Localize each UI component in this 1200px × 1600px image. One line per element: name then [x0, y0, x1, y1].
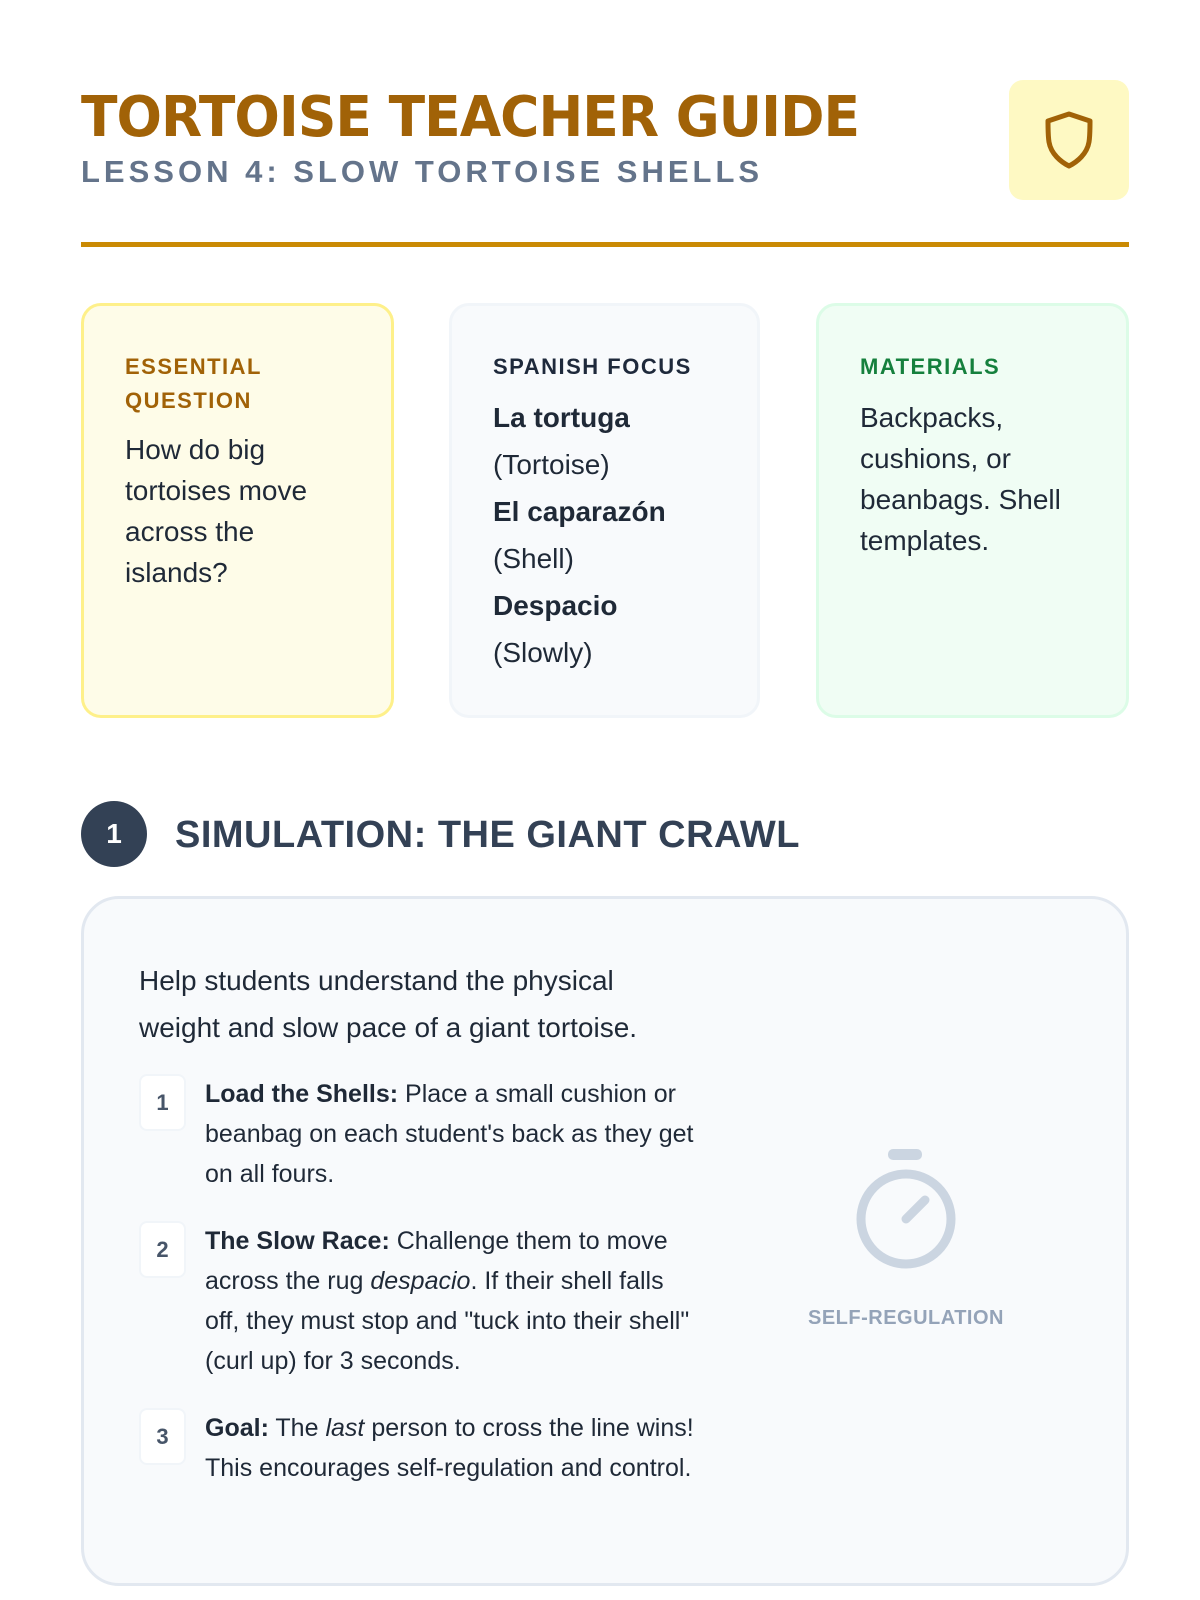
vocab-term: El caparazón	[493, 496, 666, 527]
section-number-badge: 1	[81, 801, 147, 867]
vocab-translation: (Slowly)	[493, 637, 593, 668]
step-number: 3	[139, 1408, 186, 1465]
shield-icon	[1043, 110, 1095, 170]
step-title: Goal:	[205, 1414, 269, 1442]
page-title: TORTOISE TEACHER GUIDE	[81, 85, 860, 150]
page-subtitle: LESSON 4: SLOW TORTOISE SHELLS	[81, 154, 764, 189]
step-text: The	[275, 1414, 319, 1442]
step-list	[139, 1074, 699, 1515]
vocab-translation: (Tortoise)	[493, 449, 610, 480]
vocab-term: La tortuga	[493, 402, 630, 433]
step-number: 2	[139, 1221, 186, 1278]
shield-badge	[1009, 80, 1129, 200]
step-emphasis: last	[325, 1414, 365, 1442]
info-cards	[81, 303, 1129, 718]
spanish-focus-card	[449, 303, 760, 718]
simulation-intro: Help students understand the physical weight and slow pace of a giant tortoise.	[139, 965, 638, 1043]
materials-label: MATERIALS	[860, 354, 1001, 379]
essential-question-label: ESSENTIAL QUESTION	[125, 354, 262, 413]
step-text: Place a small cushion or beanbag on each student's back as they get on all fours.	[205, 1080, 694, 1188]
step-item	[139, 1221, 699, 1381]
self-regulation-label: SELF-REGULATION	[807, 1307, 1004, 1329]
step-title: The Slow Race:	[205, 1227, 390, 1255]
header-divider	[81, 242, 1129, 247]
vocab-list	[493, 394, 717, 676]
essential-question-text: How do big tortoises move across the islands?	[125, 434, 308, 588]
spanish-focus-label: SPANISH FOCUS	[493, 354, 692, 379]
step-text: Challenge them to move across the rug	[205, 1227, 668, 1295]
stopwatch-icon	[854, 1149, 958, 1279]
materials-card	[816, 303, 1129, 718]
step-text: . If their shell falls off, they must stop and "tuck into their shell" (curl up) for 3 seconds.	[205, 1267, 690, 1375]
step-emphasis: despacio	[370, 1267, 471, 1295]
section-title: SIMULATION: THE GIANT CRAWL	[175, 814, 800, 856]
step-number: 1	[139, 1074, 186, 1131]
step-title: Load the Shells:	[205, 1080, 399, 1108]
vocab-term: Despacio	[493, 590, 618, 621]
essential-question-card	[81, 303, 394, 718]
step-item	[139, 1408, 699, 1488]
page-header	[81, 80, 1129, 200]
step-text: person to cross the line wins! This encourages self-regulation and control.	[205, 1414, 694, 1482]
step-item	[139, 1074, 699, 1194]
simulation-panel	[81, 896, 1129, 1586]
vocab-translation: (Shell)	[493, 543, 574, 574]
materials-text: Backpacks, cushions, or beanbags. Shell templates.	[860, 402, 1061, 556]
